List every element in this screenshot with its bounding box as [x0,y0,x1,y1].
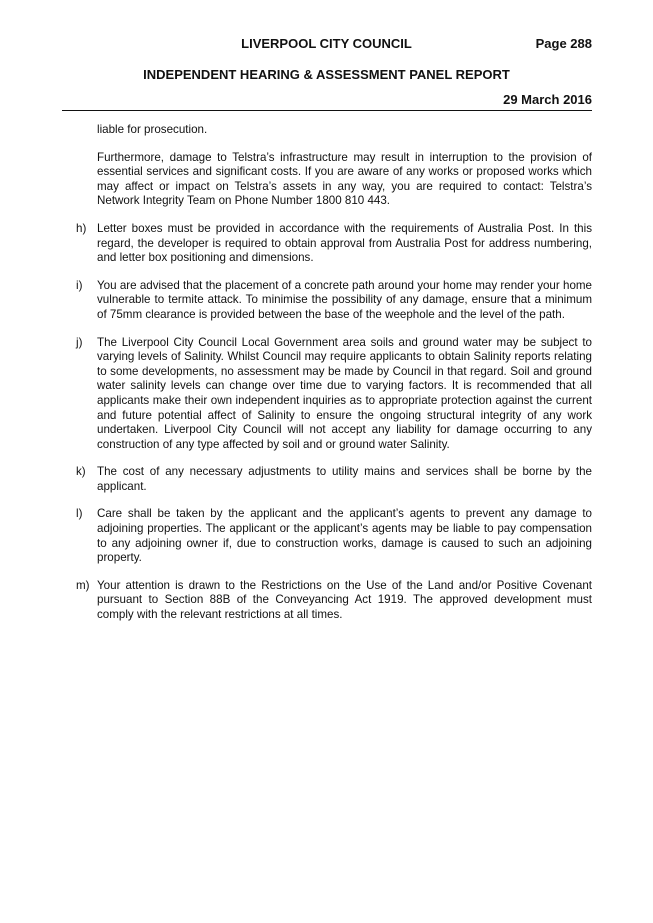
item-text: Your attention is drawn to the Restrictions on the Use of the Land and/or Positive Covenant pursuant to Section 88B of the Conveyancing Act 1919. The approved development must comply with the relevant restrictions at all times. [97,578,592,622]
continuation-paragraph: liable for prosecution. [97,123,208,136]
item-marker: j) [76,335,83,349]
item-marker: i) [76,278,83,292]
document-body [62,123,592,636]
item-text: Letter boxes must be provided in accordance with the requirements of Australia Post. In this regard, the developer is required to obtain approval from Australia Post for address numbering, and letter box positioning and dimensions. [97,221,592,265]
item-marker: h) [76,221,87,235]
item-marker: m) [76,578,90,592]
condition-item-h [62,222,592,266]
council-name: LIVERPOOL CITY COUNCIL [241,36,412,51]
telstra-paragraph: Furthermore, damage to Telstra’s infrastructure may result in interruption to the provision of essential services and significant costs. If you are aware of any works or proposed works which may affect or impact on Telstra’s assets in any way, you are required to contact: Telstra’s Network Integrity Team on Phone Number 1800 810 443. [97,150,592,208]
item-text: The cost of any necessary adjustments to utility mains and services shall be borne by the applicant. [97,465,592,493]
header-divider [62,110,592,111]
item-text: The Liverpool City Council Local Government area soils and ground water may be subject to varying levels of Salinity. Whilst Council may require applicants to obtain Salinity reports relating to some developments, no assessment may be made by Council in that regard. Soil and ground water salinity levels can change over time due to varying factors. It is recommended that all applicants make their own independent inquiries as to appropriate protection against the current and future potential affect of Salinity to ensure the ongoing structural integrity of any work undertaken. Liverpool City Council will not accept any liability for damage occurring to any construction of any type affected by soil and or ground water Salinity. [97,335,592,451]
item-text: You are advised that the placement of a concrete path around your home may render your home vulnerable to termite attack. To minimise the possibility of any damage, ensure that a minimum of 75mm clearance is provided between the base of the weephole and the level of the path. [97,278,592,321]
page-number: Page 288 [535,36,592,51]
condition-item-i [62,279,592,323]
report-title: INDEPENDENT HEARING & ASSESSMENT PANEL REPORT [143,67,510,82]
condition-item-m [62,579,592,623]
item-marker: l) [76,507,83,521]
item-marker: k) [76,465,86,479]
condition-item-k [62,465,592,494]
condition-item-l [62,507,592,565]
report-date: 29 March 2016 [503,92,592,107]
condition-item-j [62,336,592,453]
item-text: Care shall be taken by the applicant and the applicant’s agents to prevent any damage to adjoining properties. The applicant or the applicant’s agents may be liable to pay compensation to any adjoining owner if, due to construction works, damage is caused to such an adjoining property. [97,507,592,565]
